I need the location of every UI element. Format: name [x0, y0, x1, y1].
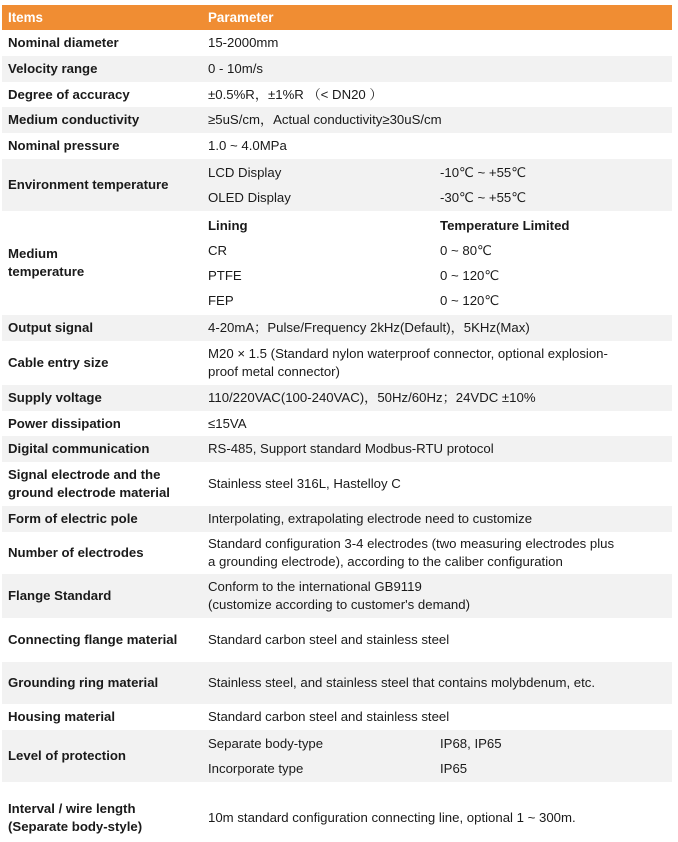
row-label — [2, 782, 202, 842]
table-header — [2, 5, 672, 30]
row-value: 10m standard configuration connecting line, optional 1 ~ 300m. — [208, 810, 576, 825]
row-label-line: Interval / wire length — [8, 801, 136, 816]
row-label: Medium conductivity — [2, 107, 202, 133]
sub-line — [208, 756, 666, 781]
table-row — [2, 618, 672, 662]
table-row — [2, 411, 672, 436]
row-value: ≤15VA — [208, 415, 247, 431]
row-label: Number of electrodes — [8, 545, 144, 560]
table-row — [2, 30, 672, 56]
row-value — [202, 532, 672, 574]
table-row — [2, 662, 672, 704]
sub-label: OLED Display — [208, 189, 291, 205]
sub-value: -30℃ ~ +55℃ — [440, 189, 527, 205]
sub-label: PTFE — [208, 267, 242, 283]
table-row — [2, 211, 672, 315]
row-label: Power dissipation — [8, 415, 121, 431]
row-label: Connecting flange material — [8, 632, 178, 647]
row-value: ≥5uS/cm，Actual conductivity≥30uS/cm — [202, 107, 672, 133]
table-row — [2, 159, 672, 211]
table-row — [2, 385, 672, 411]
sub-line — [208, 731, 666, 756]
table-row — [2, 532, 672, 574]
table-row — [2, 462, 672, 506]
row-value-line: proof metal connector) — [208, 364, 340, 379]
row-label: Degree of accuracy — [8, 86, 130, 102]
table-row — [2, 506, 672, 532]
sub-line — [208, 238, 666, 263]
sub-label: FEP — [208, 292, 234, 308]
table-row — [2, 315, 672, 341]
sub-label: Incorporate type — [208, 760, 304, 776]
row-label-line: (Separate body-style) — [8, 819, 143, 834]
sub-value: -10℃ ~ +55℃ — [440, 164, 527, 180]
sub-value: 0 ~ 80℃ — [440, 242, 492, 258]
table-row — [2, 782, 672, 842]
row-label: Form of electric pole — [2, 506, 202, 532]
row-value-line: Standard configuration 3-4 electrodes (two measuring electrodes plus — [208, 536, 615, 551]
table-row — [2, 82, 672, 107]
sub-line — [208, 288, 666, 313]
row-label-line: ground electrode material — [8, 485, 170, 500]
sub-header-lining: Lining — [208, 217, 248, 233]
row-label: Output signal — [2, 315, 202, 341]
row-label-line: Signal electrode and the — [8, 467, 161, 482]
row-value: RS-485, Support standard Modbus-RTU protocol — [202, 436, 672, 462]
row-label-line: temperature — [8, 264, 85, 279]
table-row — [2, 56, 672, 82]
row-value: 4-20mA；Pulse/Frequency 2kHz(Default)，5KHz(Max) — [202, 315, 672, 341]
sub-value: 0 ~ 120℃ — [440, 292, 500, 308]
row-label: Nominal diameter — [8, 35, 119, 50]
row-value: ±0.5%R，±1%R （< DN20 ） — [208, 86, 383, 102]
sub-value: IP68, IP65 — [440, 735, 502, 751]
row-label: Velocity range — [2, 56, 202, 82]
sub-value: IP65 — [440, 760, 468, 776]
sub-label: CR — [208, 242, 228, 258]
spec-table-container — [2, 0, 672, 842]
header-items: Items — [2, 5, 202, 30]
row-label: Housing material — [8, 709, 115, 724]
row-value — [202, 211, 672, 315]
row-label: Flange Standard — [2, 574, 202, 618]
row-label: Supply voltage — [2, 385, 202, 411]
row-label: Grounding ring material — [2, 662, 202, 704]
row-value-line: Conform to the international GB9119 — [208, 579, 422, 594]
row-value: Standard carbon steel and stainless steel — [208, 632, 450, 647]
row-value — [202, 341, 672, 385]
row-label: Environment temperature — [2, 159, 202, 211]
table-row — [2, 436, 672, 462]
sub-label: LCD Display — [208, 164, 282, 180]
sub-line — [208, 160, 666, 185]
row-value: 1.0 ~ 4.0MPa — [208, 138, 287, 153]
spec-table — [2, 5, 672, 842]
row-value: Stainless steel, and stainless steel that contains molybdenum, etc. — [202, 662, 672, 704]
row-value: Stainless steel 316L, Hastelloy C — [208, 476, 401, 491]
row-value: Interpolating, extrapolating electrode need to customize — [202, 506, 672, 532]
sub-value: 0 ~ 120℃ — [440, 267, 500, 283]
table-row — [2, 341, 672, 385]
row-label: Level of protection — [2, 730, 202, 782]
row-value: 15-2000mm — [208, 35, 279, 50]
row-label — [2, 462, 202, 506]
row-label — [2, 211, 202, 315]
row-value: 0 - 10m/s — [202, 56, 672, 82]
table-row — [2, 574, 672, 618]
row-value-line: M20 × 1.5 (Standard nylon waterproof connector, optional explosion- — [208, 346, 608, 361]
table-row — [2, 107, 672, 133]
sub-line — [208, 263, 666, 288]
row-label-line: Medium — [8, 246, 58, 261]
row-value-line: (customize according to customer's demand) — [208, 597, 470, 612]
row-label: Cable entry size — [8, 355, 109, 370]
row-value-line: a grounding electrode), according to the caliber configuration — [208, 554, 563, 569]
header-parameter: Parameter — [202, 5, 672, 30]
row-value: Standard carbon steel and stainless steel — [208, 709, 450, 724]
row-label: Nominal pressure — [8, 138, 120, 153]
row-value — [202, 574, 672, 618]
row-value — [202, 159, 672, 211]
row-value — [202, 730, 672, 782]
row-value: 110/220VAC(100-240VAC)，50Hz/60Hz；24VDC ±10% — [202, 385, 672, 411]
sub-header-temp: Temperature Limited — [440, 217, 570, 233]
sub-line — [208, 185, 666, 210]
row-label: Digital communication — [2, 436, 202, 462]
sub-label: Separate body-type — [208, 735, 324, 751]
sub-header — [208, 213, 666, 238]
table-row — [2, 704, 672, 730]
table-row — [2, 730, 672, 782]
table-row — [2, 133, 672, 159]
